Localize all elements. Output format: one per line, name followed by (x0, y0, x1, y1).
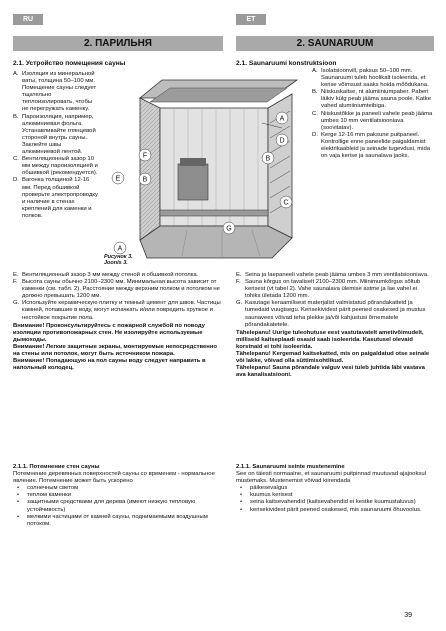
figure-caption-ru: Рисунок 3. (104, 254, 133, 260)
warning-ru-3: Внимание! Попадающую на пол сауны воду следует направить в напольный колодец. (13, 358, 206, 372)
paragraph-et: See on täiesti normaalne, et saunaruumi puitpinnad muutuvad ajajooksul mustemaks. Mustenemist võivad kiirendada (236, 471, 426, 485)
warning-ru-1: Внимание! Проконсультируйтесь с пожарной службой по поводу изоляции противопожарных стен. Не изолируйте используемые дымоходы. (13, 322, 205, 343)
callout-c: C (283, 199, 289, 207)
callout-a: A (279, 115, 285, 123)
warning-et-2: Tähelepanu! Kergemad kaitsekatted, mis on paigaldatud otse seinale või lakke, võivad olla süttimisohtlikud. (236, 351, 430, 365)
et-list-a-d: A. Isolatsioonvill, paksus 50–100 mm. Saunaruumi tuleb hoolikalt isoleerida, et kerise võimsust saaks hoida mõõdukana. B. Niiskuskaitse, nt alumiiniumpaber. Paberi läikiv külg peab jääma sauna poole. Katke vahed alumiiniumteibiga. C. Niiskustõkke ja paneeli vahele peab jääma umbes 10 mm ventilatsiooniava (soovitatav). D. Kerge 12-16 mm paksune puitpaneel. Kontrollige enne paneelide paigaldamist elektrikaableid ja seinade tugevdusi, mida on vaja kerise ja saunalava jaoks. (312, 68, 433, 160)
sauna-construction-figure (102, 68, 307, 268)
callout-b: B (265, 155, 271, 163)
heading-et: 2.1. Saunaruumi konstruktsioon (236, 60, 337, 67)
language-tag-ru: RU (13, 14, 43, 25)
ru-list-a-d: A. Изоляция из минеральной ваты, толщина 50–100 мм. Помещение сауны следует тщательно теплоизолировать, чтобы не перегружать каменку. B. Пароизоляция, например, алюминиевая фольга. Устанавливайте глянцевой стороной внутрь сауны. Заклейте швы алюминиевой лентой. C. Вентиляционный зазор 10 мм между пароизоляцией и обшивкой (рекомендуется). D. Вагонка толщиной 12-16 мм. Перед обшивкой проверьте электропроводку и наличие в стенах креплений для каменки и полков. (13, 71, 98, 219)
callout-f: F (142, 152, 148, 160)
section-title-et: 2. SAUNARUUM (236, 36, 434, 51)
callout-e: E (115, 175, 121, 183)
paragraph-ru: Потемнение деревянных поверхностей сауны со временем - нормальное явление. Потемнение может быть ускорено (13, 471, 215, 485)
warning-ru-2: Внимание! Легкие защитные экраны, монтируемые непосредственно на стены или потолок, могут быть источником пожара. (13, 343, 218, 358)
callout-a2: A (117, 245, 123, 253)
ru-list-e-g: E. Вентиляционный зазор 3 мм между стеной и обшивкой потолка. F. Высота сауны обычно 2100–2300 мм. Минимальная высота зависит от каменки (см. табл. 2). Расстояние между верхним полком и потолком не должно превышать 1200 мм. G. Используйте керамическую плитку и темный цемент для швов. Частицы камней, попавшие в воду, могут испачкать и/или повредить хрупкое и нестойкое покрытие пола. Внимание! Проконсультируйтесь с пожарной службой по поводу изоляции противопожарных стен. Не изолируйте используемые дымоходы. Внимание! Легкие защитные экраны, монтируемые непосредственно на стены или потолок, могут быть источником пожара. Внимание! Попадающую на пол сауны воду следует направить в напольный колодец. (13, 272, 223, 372)
et-section-2-1-1: 2.1.1. Saunaruumi seinte mustenemine See on täiesti normaalne, et saunaruumi puitpinnad muutuvad ajajooksul mustemaks. Mustenemist võivad kiirendada • päikesevalgus • kuumus kerisest • seina kaitsevahendid (kaitsevahendid ei kestke kuumustaluvus) • kerisekividest pärit peened osakesed, mis saunaruumi õhuvoolus. (236, 464, 434, 514)
callout-g: G (226, 225, 232, 233)
subheading-ru: 2.1.1. Потемнение стен сауны (13, 464, 100, 470)
warning-et-3: Tähelepanu! Sauna põrandale valguv vesi tuleb juhtida läbi vastava ava kanalisatsiooni. (236, 365, 425, 379)
page-number: 39 (404, 612, 412, 619)
figure-caption-et: Joonis 3. (104, 260, 128, 266)
language-tag-et: ET (236, 14, 266, 25)
et-list-e-g: E. Seina ja laepaneeli vahele peab jääma umbes 3 mm ventilatsiooniava. F. Sauna kõrgus on tavaliselt 2100–2300 mm. Miinimumkõrgus sõltub kerisest (vt tabel 2). Vahe saunalava ülemise astme ja lae vahel ei tohiks ületada 1200 mm. G. Kasutage keraamilisest materjalist valmistatud põrandakatteid ja tumedaid vuugisegu. Kerisekividest pärit peened osakesed ja mustus saunavees võivad teha plekke ja/või kahjustusi õrnematele põrandakatetele. Tähelepanu! Uurige tuleohutuse eest vastutavatelt ametivõimudelt, milliseid kaitseplaadi osasid saab isoleerida. Kasutusel olevaid korstnaid ei tohi isoleerida. Tähelepanu! Kergemad kaitsekatted, mis on paigaldatud otse seinale või lakke, võivad olla süttimisohtlikud. Tähelepanu! Sauna põrandale valguv vesi tuleb juhtida läbi vastava ava kanalisatsiooni. (236, 272, 434, 379)
subheading-et: 2.1.1. Saunaruumi seinte mustenemine (236, 464, 345, 470)
heading-ru: 2.1. Устройство помещения сауны (13, 60, 126, 67)
ru-section-2-1-1: 2.1.1. Потемнение стен сауны Потемнение деревянных поверхностей сауны со временем - нормальное явление. Потемнение может быть ускорено • солнечным светом • теплом каменки • защитными средствами для дерева (имеют низкую тепловую устойчивость) • мелкими частицами от камней сауны, поднимаемыми воздушным потоком. (13, 464, 223, 528)
section-title-ru: 2. ПАРИЛЬНЯ (13, 36, 223, 51)
warning-et-1: Tähelepanu! Uurige tuleohutuse eest vastutavatelt ametivõimudelt, milliseid kaitseplaadi osasid saab isoleerida. Kasutusel olevaid korstnaid ei tohi isoleerida. (236, 329, 424, 350)
callout-d: D (279, 137, 285, 145)
callout-b2: B (142, 176, 148, 184)
